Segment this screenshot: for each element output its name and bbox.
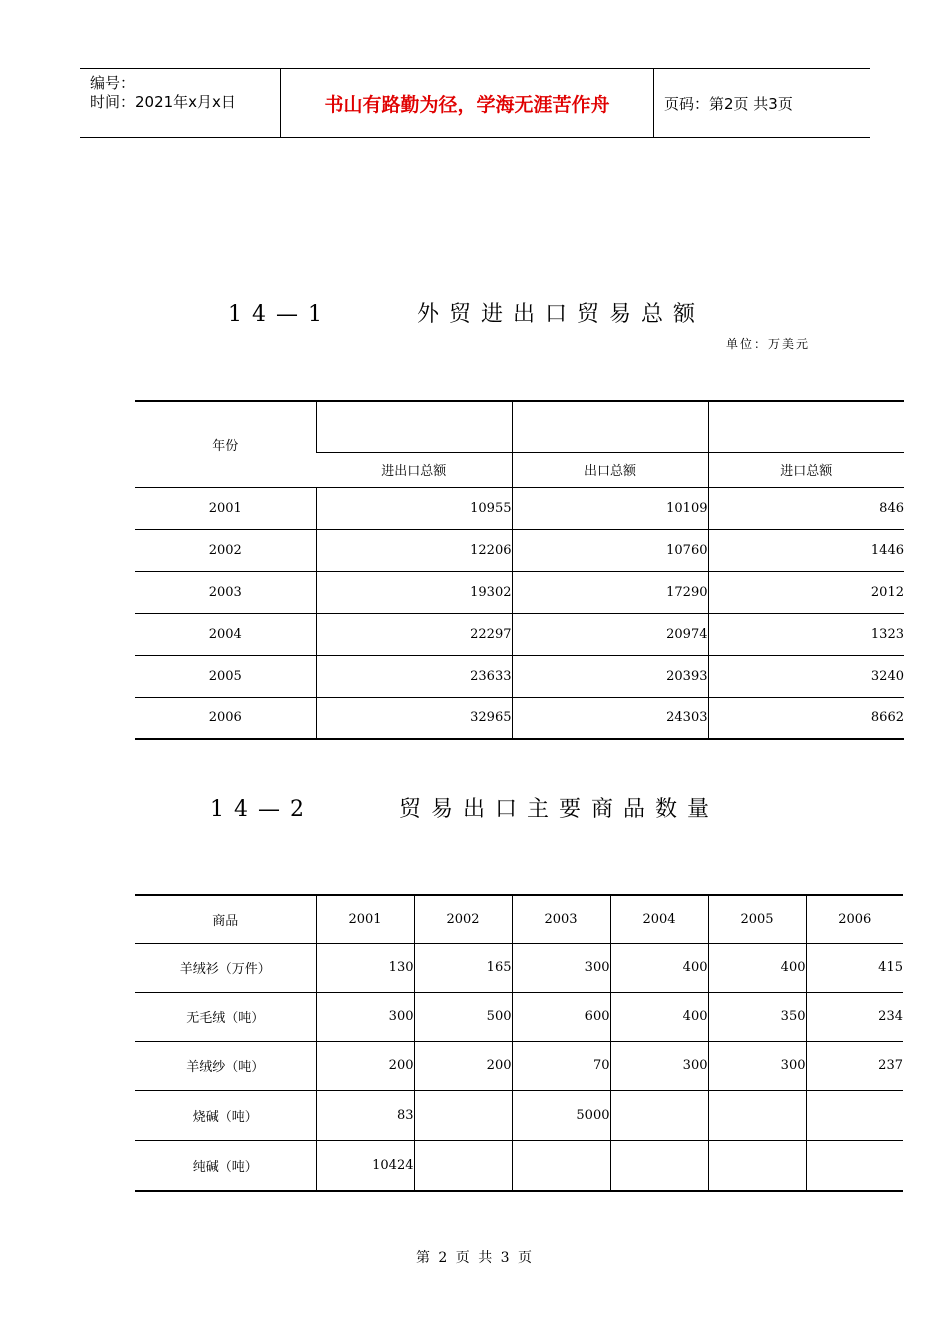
value-cell: 5000: [512, 1090, 610, 1140]
year-cell: 2003: [135, 571, 316, 613]
import-cell: 846: [708, 487, 904, 529]
item-header: 商品: [135, 895, 316, 943]
header-info-cell: [80, 69, 281, 137]
year-header: 2006: [806, 895, 903, 943]
export-cell: 20393: [512, 655, 708, 697]
value-cell: 300: [708, 1041, 806, 1090]
year-header: 2004: [610, 895, 708, 943]
item-name: 无毛绒（吨）: [135, 992, 316, 1041]
total-cell: 19302: [316, 571, 512, 613]
value-cell: 237: [806, 1041, 903, 1090]
import-cell: 1446: [708, 529, 904, 571]
year-cell: 2001: [135, 487, 316, 529]
total-cell: 12206: [316, 529, 512, 571]
value-cell: 10424: [316, 1140, 414, 1191]
unit-label: 单位：万美元: [726, 337, 811, 351]
item-name: 羊绒纱（吨）: [135, 1041, 316, 1090]
item-name: 羊绒衫（万件）: [135, 943, 316, 992]
import-cell: 3240: [708, 655, 904, 697]
table-row: [135, 992, 903, 1041]
value-cell: [806, 1090, 903, 1140]
value-cell: 500: [414, 992, 512, 1041]
total-cell: 22297: [316, 613, 512, 655]
table-row: [135, 655, 904, 697]
year-header: 年份: [135, 401, 316, 487]
year-cell: 2002: [135, 529, 316, 571]
value-cell: 350: [708, 992, 806, 1041]
item-name: 纯碱（吨）: [135, 1140, 316, 1191]
year-header: 2001: [316, 895, 414, 943]
value-cell: 200: [414, 1041, 512, 1090]
table-row: [135, 487, 904, 529]
value-cell: [414, 1140, 512, 1191]
value-cell: 600: [512, 992, 610, 1041]
column-header: 进出口总额: [316, 452, 512, 487]
section2-title: 14—2 贸易出口主要商品数量: [210, 797, 719, 822]
table-row: [135, 697, 904, 739]
year-cell: 2004: [135, 613, 316, 655]
table-row: [135, 613, 904, 655]
table-row: [135, 1140, 903, 1191]
value-cell: 400: [708, 943, 806, 992]
value-cell: [708, 1090, 806, 1140]
value-cell: [708, 1140, 806, 1191]
total-cell: 32965: [316, 697, 512, 739]
table-row: [135, 1041, 903, 1090]
export-cell: 24303: [512, 697, 708, 739]
blank-header-cell: [512, 401, 708, 452]
value-cell: [414, 1090, 512, 1140]
total-cell: 10955: [316, 487, 512, 529]
value-cell: 300: [512, 943, 610, 992]
total-cell: 23633: [316, 655, 512, 697]
year-header: 2003: [512, 895, 610, 943]
year-header: 2002: [414, 895, 512, 943]
column-header: 出口总额: [512, 452, 708, 487]
item-name: 烧碱（吨）: [135, 1090, 316, 1140]
value-cell: 83: [316, 1090, 414, 1140]
value-cell: 400: [610, 943, 708, 992]
number-label: 编号：: [90, 74, 136, 92]
value-cell: 300: [610, 1041, 708, 1090]
table-row: [135, 529, 904, 571]
import-cell: 8662: [708, 697, 904, 739]
blank-header-cell: [708, 401, 904, 452]
value-cell: [806, 1140, 903, 1191]
page-header: [80, 68, 870, 138]
export-cell: 10760: [512, 529, 708, 571]
time-label: 时间：2021年x月x日: [90, 93, 236, 111]
section1-title: 14—1 外贸进出口贸易总额: [228, 302, 705, 327]
value-cell: [610, 1140, 708, 1191]
value-cell: 415: [806, 943, 903, 992]
column-header: 进口总额: [708, 452, 904, 487]
export-cell: 17290: [512, 571, 708, 613]
value-cell: [512, 1140, 610, 1191]
export-goods-table: [135, 894, 903, 1192]
export-cell: 10109: [512, 487, 708, 529]
blank-header-cell: [316, 401, 512, 452]
import-cell: 2012: [708, 571, 904, 613]
motto: 书山有路勤为径，学海无涯苦作舟: [281, 69, 654, 137]
value-cell: 200: [316, 1041, 414, 1090]
table-row: [135, 571, 904, 613]
import-cell: 1323: [708, 613, 904, 655]
trade-total-table: [135, 400, 904, 740]
page-footer: 第 2 页 共 3 页: [415, 1250, 535, 1266]
table-row: [135, 1090, 903, 1140]
value-cell: 234: [806, 992, 903, 1041]
year-cell: 2005: [135, 655, 316, 697]
year-header: 2005: [708, 895, 806, 943]
year-cell: 2006: [135, 697, 316, 739]
value-cell: 165: [414, 943, 512, 992]
header-page-info: 页码：第2页 共3页: [664, 94, 793, 113]
value-cell: 70: [512, 1041, 610, 1090]
value-cell: 130: [316, 943, 414, 992]
value-cell: [610, 1090, 708, 1140]
table-row: [135, 943, 903, 992]
export-cell: 20974: [512, 613, 708, 655]
value-cell: 300: [316, 992, 414, 1041]
value-cell: 400: [610, 992, 708, 1041]
